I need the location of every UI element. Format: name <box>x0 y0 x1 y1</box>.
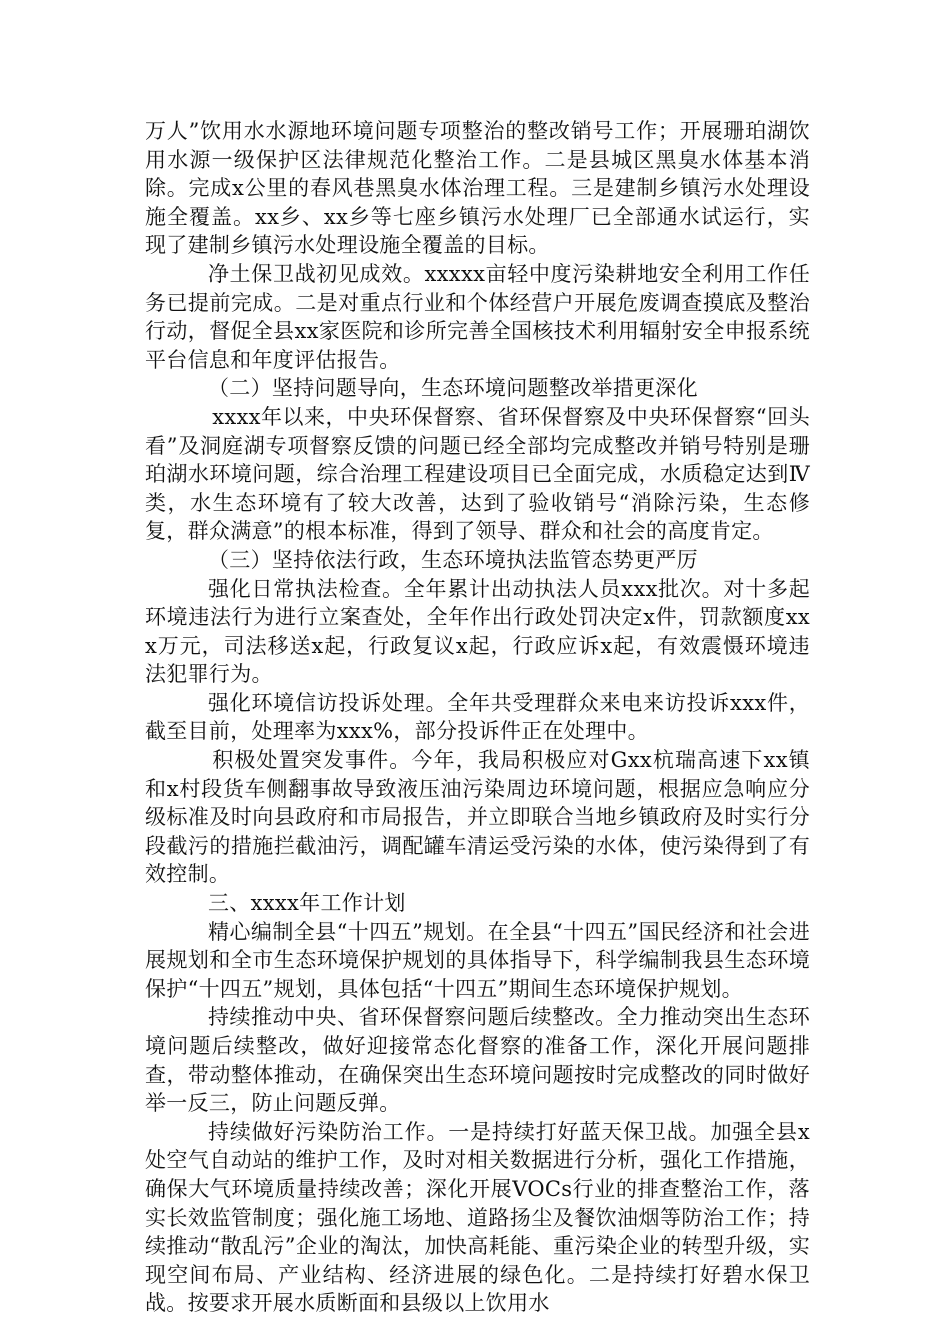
paragraph-water-source: 万人”饮用水水源地环境问题专项整治的整改销号工作；开展珊珀湖饮用水源一级保护区法律规范化整治工作。二是县城区黑臭水体基本消除。完成x公里的春风巷黑臭水体治理工程。三是建制乡镇污水处理设施全覆盖。xx乡、xx乡等七座乡镇污水处理厂已全部通水试运行，实现了建制乡镇污水处理设施全覆盖的目标。 <box>145 119 810 258</box>
section-heading-law-enforcement: （三）坚持依法行政，生态环境执法监管态势更严厉 <box>208 547 698 572</box>
paragraph-pollution-prevention: 持续做好污染防治工作。一是持续打好蓝天保卫战。加强全县x处空气自动站的维护工作，及时对相关数据进行分析，强化工作措施，确保大气环境质量持续改善；深化开展VOCs行业的排查整治工作，落实长效监管制度；强化施工场地、道路扬尘及餐饮油烟等防治工作；持续推动“散乱污”企业的淘汰，加快高耗能、重污染企业的转型升级，实现空间布局、产业结构、经济进展的绿色化。二是持续打好碧水保卫战。按要求开展水质断面和县级以上饮用水 <box>145 1119 810 1316</box>
document-body <box>145 117 810 1318</box>
paragraph-five-year-plan: 精心编制全县“十四五”规划。在全县“十四五”国民经济和社会进展规划和全市生态环境保护规划的具体指导下，科学编制我县生态环境保护“十四五”规划，具体包括“十四五”期间生态环境保护规划。 <box>145 919 810 1001</box>
paragraph-soil-defense: 净土保卫战初见成效。xxxxx亩轻中度污染耕地安全利用工作任务已提前完成。二是对重点行业和个体经营户开展危废调查摸底及整治行动，督促全县xx家医院和诊所完善全国核技术利用辐射安全申报系统平台信息和年度评估报告。 <box>145 261 810 372</box>
paragraph-daily-enforcement: 强化日常执法检查。全年累计出动执法人员xxx批次。对十多起环境违法行为进行立案查处，全年作出行政处罚决定x件，罚款额度xxx万元，司法移送x起，行政复议x起，行政应诉x起，有效震慑环境违法犯罪行为。 <box>145 576 810 687</box>
section-heading-problem-oriented: （二）坚持问题导向，生态环境问题整改举措更深化 <box>208 376 698 401</box>
paragraph-emergency-response: 积极处置突发事件。今年，我局积极应对Gxx杭瑞高速下xx镇和x村段货车侧翻事故导致液压油污染周边环境问题，根据应急响应分级标准及时向县政府和市局报告，并立即联合当地乡镇政府及时实行分段截污的措施拦截油污，调配罐车清运受污染的水体，使污染得到了有效控制。 <box>145 748 810 887</box>
paragraph-inspection-followup: 持续推动中央、省环保督察问题后续整改。全力推动突出生态环境问题后续整改，做好迎接常态化督察的准备工作，深化开展问题排查，带动整体推动，在确保突出生态环境问题按时完成整改的同时做好举一反三，防止问题反弹。 <box>145 1005 810 1116</box>
section-heading-work-plan: 三、xxxx年工作计划 <box>208 891 406 916</box>
paragraph-inspection-rectification: xxxx年以来，中央环保督察、省环保督察及中央环保督察“回头看”及洞庭湖专项督察反馈的问题已经全部均完成整改并销号特别是珊珀湖水环境问题，综合治理工程建设项目已全面完成，水质稳定达到Ⅳ类，水生态环境有了较大改善，达到了验收销号“消除污染，生态修复，群众满意”的根本标准，得到了领导、群众和社会的高度肯定。 <box>145 404 810 544</box>
paragraph-petition-handling: 强化环境信访投诉处理。全年共受理群众来电来访投诉xxx件，截至目前，处理率为xxx%，部分投诉件正在处理中。 <box>145 690 810 744</box>
